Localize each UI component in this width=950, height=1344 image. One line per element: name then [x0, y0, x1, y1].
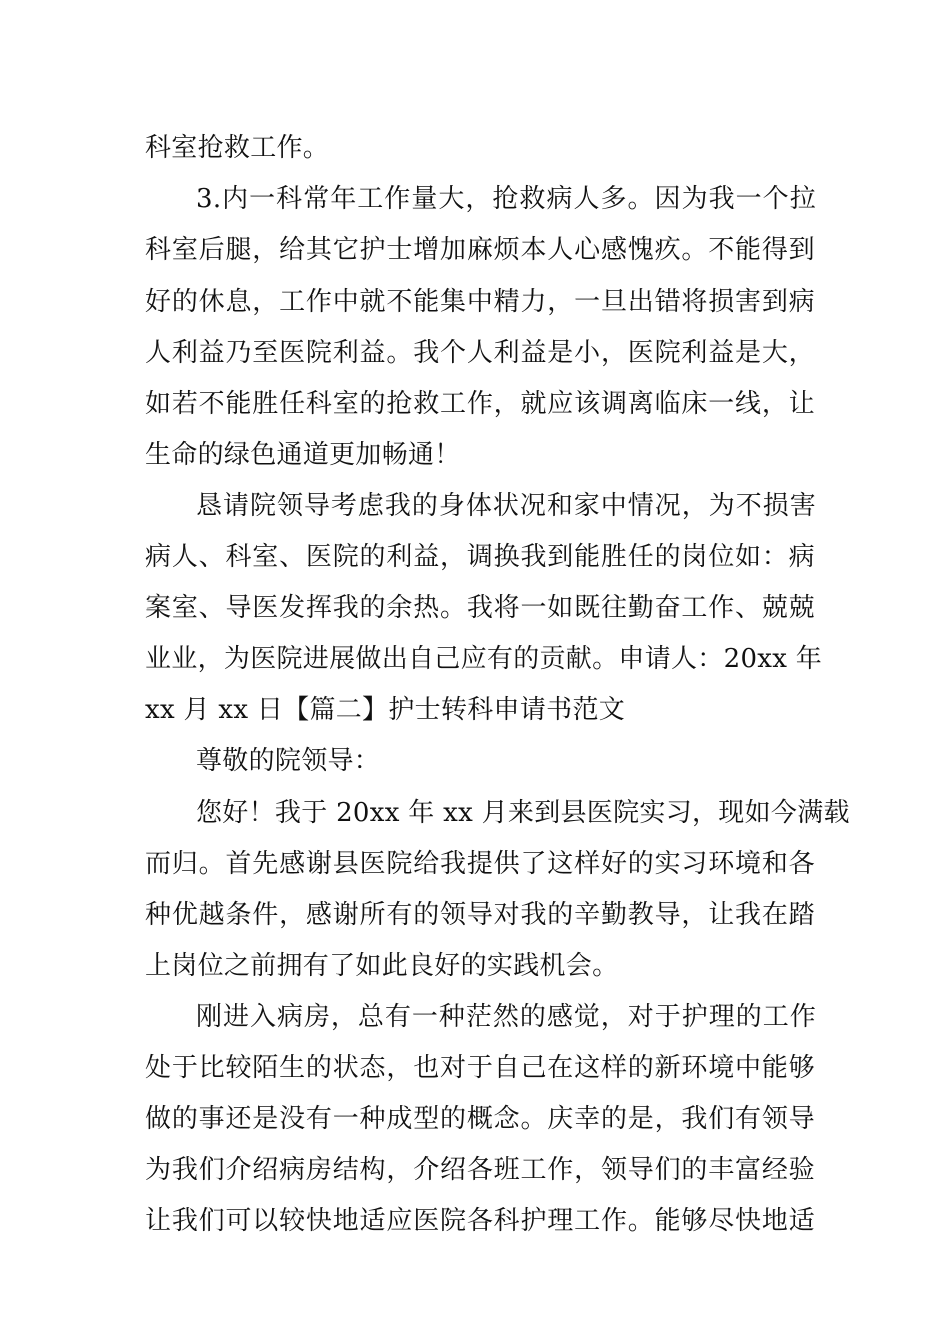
text-line: 科室后腿，给其它护士增加麻烦本人心感愧疚。不能得到: [145, 235, 815, 265]
text-line: 病人、科室、医院的利益，调换我到能胜任的岗位如：病: [145, 542, 815, 572]
text-line: 如若不能胜任科室的抢救工作，就应该调离临床一线，让: [145, 389, 815, 419]
text-line: 生命的绿色通道更加畅通！: [145, 440, 461, 470]
text-line: 刚进入病房，总有一种茫然的感觉，对于护理的工作: [196, 1002, 816, 1032]
text-line: 案室、导医发挥我的余热。我将一如既往勤奋工作、兢兢: [145, 593, 815, 623]
text-line: 业业，为医院进展做出自己应有的贡献。申请人：20xx 年: [145, 644, 823, 674]
text-line: 做的事还是没有一种成型的概念。庆幸的是，我们有领导: [145, 1104, 815, 1134]
text-line: 而归。首先感谢县医院给我提供了这样好的实习环境和各: [145, 849, 815, 879]
text-line: 您好！我于 20xx 年 xx 月来到县医院实习，现如今满载: [196, 798, 850, 828]
text-line: 种优越条件，感谢所有的领导对我的辛勤教导，让我在踏: [145, 900, 815, 930]
section-heading: xx 月 xx 日【篇二】护士转科申请书范文: [145, 695, 626, 725]
salutation: 尊敬的院领导：: [196, 746, 381, 776]
text-line: 上岗位之前拥有了如此良好的实践机会。: [145, 951, 619, 981]
text-line: 恳请院领导考虑我的身体状况和家中情况，为不损害: [196, 491, 816, 521]
text-line: 处于比较陌生的状态，也对于自己在这样的新环境中能够: [145, 1053, 815, 1083]
text-line: 科室抢救工作。: [145, 133, 330, 163]
text-line: 为我们介绍病房结构，介绍各班工作，领导们的丰富经验: [145, 1155, 815, 1185]
text-line: 3.内一科常年工作量大，抢救病人多。因为我一个拉: [196, 184, 816, 214]
text-line: 人利益乃至医院利益。我个人利益是小，医院利益是大，: [145, 338, 815, 368]
text-line: 好的休息，工作中就不能集中精力，一旦出错将损害到病: [145, 287, 815, 317]
text-line: 让我们可以较快地适应医院各科护理工作。能够尽快地适: [145, 1206, 815, 1236]
